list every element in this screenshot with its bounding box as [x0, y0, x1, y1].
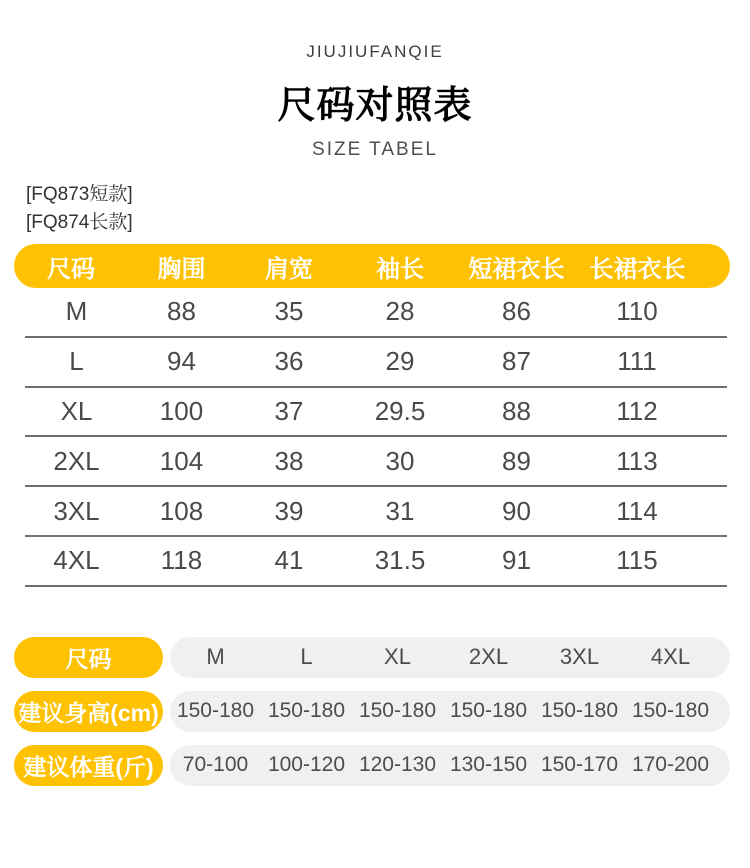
fit-cell: 150-180 [176, 699, 255, 723]
size-cell: 4XL [53, 545, 100, 576]
fit-cell: 170-200 [631, 753, 710, 777]
fit-cell: 150-180 [449, 699, 528, 723]
fit-row-values [170, 745, 730, 786]
fit-cell: 150-180 [540, 699, 619, 723]
size-cell: 86 [502, 296, 531, 327]
size-cell: 90 [502, 495, 531, 526]
fit-row-label: 建议体重(斤) [14, 745, 163, 786]
table-row-4xl [25, 537, 727, 587]
brand-name: JIUJIUFANQIE [306, 42, 444, 61]
size-cell: 118 [160, 545, 203, 576]
size-cell: 37 [274, 395, 304, 426]
size-cell: 115 [616, 545, 658, 576]
table-row-2xl [25, 437, 727, 487]
size-cell: 88 [167, 296, 196, 327]
size-cell: XL [60, 395, 93, 426]
fit-cell: M [206, 644, 225, 670]
size-cell: 100 [159, 395, 204, 426]
size-cell: 31 [385, 495, 415, 526]
fit-cell: 100-120 [267, 753, 346, 777]
table-row-xl [25, 388, 727, 438]
column-header-short-length: 短裙衣长 [468, 255, 565, 283]
size-cell: 36 [274, 346, 304, 377]
size-cell: 108 [159, 495, 204, 526]
size-cell: 91 [502, 545, 531, 576]
model-code-long: [FQ874长款] [26, 212, 133, 233]
fit-cell: 150-170 [540, 753, 619, 777]
size-cell: 28 [385, 296, 415, 327]
fit-row-label: 尺码 [14, 637, 163, 678]
fit-cell: 150-180 [267, 699, 346, 723]
fit-row-values [170, 637, 730, 678]
size-cell: 39 [274, 495, 304, 526]
model-codes [26, 181, 750, 237]
size-cell: 114 [616, 495, 658, 526]
fit-row-size [14, 637, 730, 678]
fit-row-height [14, 691, 730, 732]
size-cell: M [65, 296, 88, 327]
fit-row-label: 建议身高(cm) [14, 691, 163, 732]
column-header-shoulder: 肩宽 [265, 255, 313, 283]
size-cell: 89 [502, 445, 531, 476]
size-cell: 29.5 [374, 395, 426, 426]
size-cell: 3XL [53, 495, 100, 526]
size-cell: 87 [502, 346, 531, 377]
fit-cell: 120-130 [358, 753, 437, 777]
fit-table [14, 637, 730, 786]
fit-cell: 130-150 [449, 753, 528, 777]
fit-cell: XL [384, 644, 411, 670]
fit-cell: 2XL [468, 644, 509, 670]
size-table-header [14, 244, 730, 288]
fit-cell: 70-100 [182, 753, 249, 777]
fit-row-values [170, 691, 730, 732]
size-table [0, 244, 750, 587]
size-cell: 113 [616, 445, 658, 476]
size-cell: 104 [159, 445, 204, 476]
size-cell: 111 [617, 346, 657, 377]
column-header-long-length: 长裙衣长 [589, 255, 686, 283]
model-code-short: [FQ873短款] [26, 184, 133, 205]
size-cell: 94 [167, 346, 196, 377]
size-cell: 41 [274, 545, 304, 576]
fit-cell: L [300, 644, 313, 670]
size-cell: 31.5 [374, 545, 426, 576]
size-cell: 30 [385, 445, 415, 476]
fit-cell: 150-180 [358, 699, 437, 723]
size-cell: 112 [616, 395, 658, 426]
table-row-l [25, 338, 727, 388]
size-cell: 2XL [53, 445, 100, 476]
fit-row-weight [14, 745, 730, 786]
size-cell: 29 [385, 346, 415, 377]
column-header-size: 尺码 [47, 255, 95, 283]
fit-cell: 150-180 [631, 699, 710, 723]
fit-cell: 4XL [650, 644, 691, 670]
column-header-bust: 胸围 [157, 255, 206, 283]
column-header-sleeve: 袖长 [376, 255, 424, 283]
size-cell: 88 [502, 395, 531, 426]
size-cell: 35 [274, 296, 304, 327]
size-table-body [25, 288, 727, 587]
page-subtitle: SIZE TABEL [312, 139, 438, 160]
fit-cell: 3XL [559, 644, 600, 670]
size-cell: 110 [616, 296, 658, 327]
size-cell: L [69, 346, 84, 377]
page-title: 尺码对照表 [277, 85, 473, 127]
table-row-3xl [25, 487, 727, 537]
table-row-m [25, 288, 727, 338]
size-cell: 38 [274, 445, 304, 476]
